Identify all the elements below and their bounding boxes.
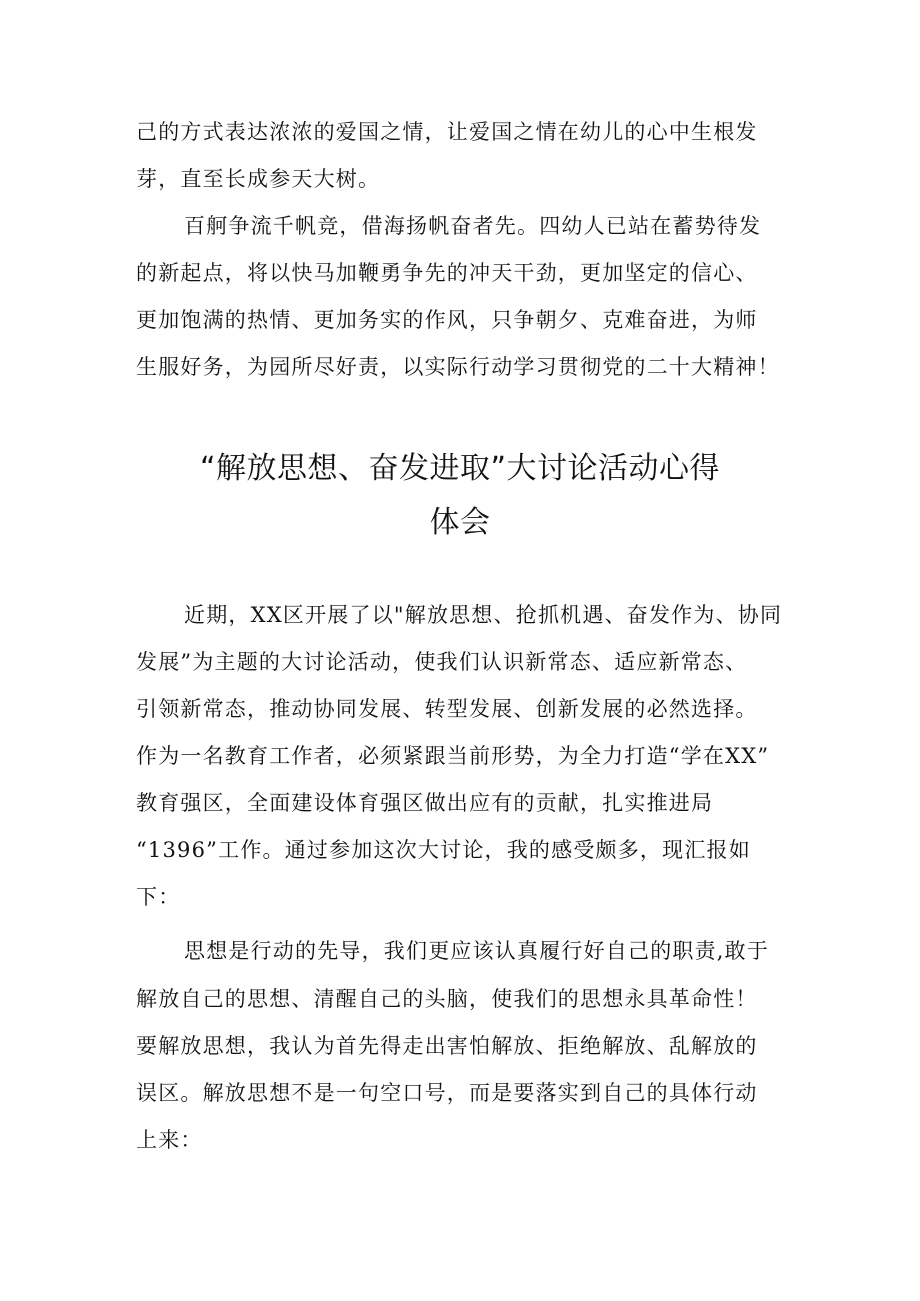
paragraph-3-line-7: 下： <box>136 885 181 909</box>
paragraph-3-line-2: 发展”为主题的大讨论活动，使我们认识新常态、适应新常态、 <box>136 650 748 674</box>
paragraph-3-line-4: 作为一名教育工作者，必须紧跟当前形势，为全力打造“学在XX” <box>136 744 770 768</box>
paragraph-1-line-2: 芽，直至长成参天大树。 <box>136 167 381 191</box>
paragraph-4-line-5: 上来： <box>136 1128 203 1152</box>
document-title-line-2: 体会 <box>429 505 491 540</box>
paragraph-3-line-6: “1396”工作。通过参加这次大讨论，我的感受颇多，现汇报如 <box>136 838 751 862</box>
paragraph-4-line-4: 误区。解放思想不是一句空口号，而是要落实到自己的具体行动 <box>136 1081 758 1105</box>
paragraph-4-line-3: 要解放思想，我认为首先得走出害怕解放、拒绝解放、乱解放的 <box>136 1034 758 1058</box>
paragraph-2-line-4: 生服好务，为园所尽好责，以实际行动学习贯彻党的二十大精神！ <box>136 355 780 379</box>
paragraph-1-line-1: 己的方式表达浓浓的爱国之情，让爱国之情在幼儿的心中生根发 <box>136 120 758 144</box>
paragraph-4-line-2: 解放自己的思想、清醒自己的头脑，使我们的思想永具革命性！ <box>136 987 758 1011</box>
paragraph-2-line-3: 更加饱满的热情、更加务实的作风，只争朝夕、克难奋进，为师 <box>136 308 758 332</box>
paragraph-2-line-2: 的新起点，将以快马加鞭勇争先的冲天干劲，更加坚定的信心、 <box>136 261 758 285</box>
paragraph-4-line-1: 思想是行动的先导，我们更应该认真履行好自己的职责,敢于 <box>184 939 770 963</box>
paragraph-2-line-1: 百舸争流千帆竞，借海扬帆奋者先。四幼人已站在蓄势待发 <box>184 214 762 238</box>
document-title-line-1: “解放思想、奋发进取”大讨论活动心得 <box>199 451 721 486</box>
paragraph-3-line-1: 近期，XX区开展了以"解放思想、抢抓机遇、奋发作为、协同 <box>184 603 783 627</box>
paragraph-3-line-5: 教育强区，全面建设体育强区做出应有的贡献，扎实推进局 <box>136 791 714 815</box>
paragraph-3-line-3: 引领新常态，推动协同发展、转型发展、创新发展的必然选择。 <box>136 697 758 721</box>
